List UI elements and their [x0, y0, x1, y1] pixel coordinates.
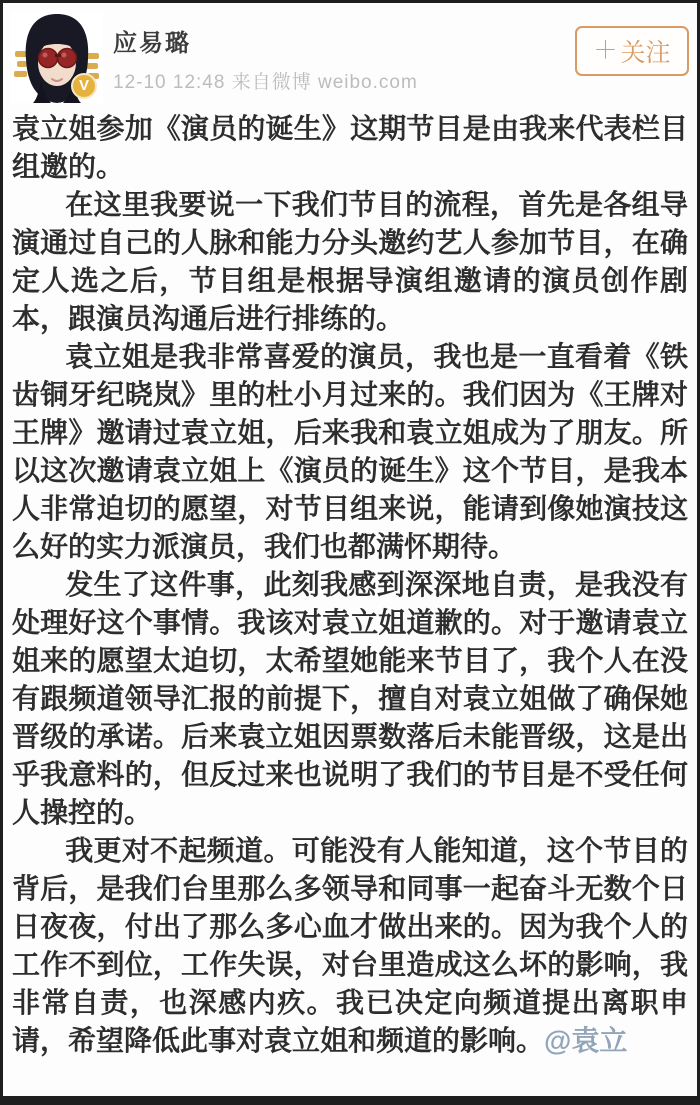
paragraph-5	[12, 832, 688, 1060]
avatar[interactable]	[11, 11, 103, 103]
follow-button-label: 关注	[620, 39, 671, 67]
paragraph-3: 袁立姐是我非常喜爱的演员，我也是一直看着《铁齿铜牙纪晓岚》里的杜小月过来的。我们因为《王牌对王牌》邀请过袁立姐，后来我和袁立姐成为了朋友。所以这次邀请袁立姐上《演员的诞生》这个节目，是我本人非常迫切的愿望，对节目组来说，能请到像她演技这么好的实力派演员，我们也都满怀期待。	[12, 341, 688, 562]
post-header	[3, 3, 697, 105]
plus-icon: ＋	[593, 37, 618, 64]
post-source: 来自微博 weibo.com	[231, 72, 418, 93]
post-time: 12-10 12:48	[113, 72, 226, 93]
follow-button[interactable]	[575, 26, 689, 76]
verified-badge-icon: V	[71, 73, 97, 99]
paragraph-4: 发生了这件事，此刻我感到深深地自责，是我没有处理好这个事情。我该对袁立姐道歉的。对于邀请袁立姐来的愿望太迫切，太希望她能来节目了，我个人在没有跟频道领导汇报的前提下，擅自对袁立姐做了确保她晋级的承诺。后来袁立姐因票数落后未能晋级，这是出乎我意料的，但反过来也说明了我们的节目是不受任何人操控的。	[12, 569, 688, 828]
post-text	[3, 105, 697, 1060]
paragraph-5-text: 我更对不起频道。可能没有人能知道，这个节目的背后，是我们台里那么多领导和同事一起奋斗无数个日日夜夜，付出了那么多心血才做出来的。因为我个人的工作不到位，工作失误，对台里造成这么坏的影响，我非常自责，也深感内疚。我已决定向频道提出离职申请，希望降低此事对袁立姐和频道的影响。	[12, 835, 688, 1056]
paragraph-2: 在这里我要说一下我们节目的流程，首先是各组导演通过自己的人脉和能力分头邀约艺人参加节目，在确定人选之后，节目组是根据导演组邀请的演员创作剧本，跟演员沟通后进行排练的。	[12, 189, 688, 334]
author-name[interactable]: 应易璐	[113, 30, 191, 57]
paragraph-1: 袁立姐参加《演员的诞生》这期节目是由我来代表栏目组邀的。	[12, 113, 688, 182]
mention-link[interactable]: @袁立	[544, 1025, 628, 1056]
